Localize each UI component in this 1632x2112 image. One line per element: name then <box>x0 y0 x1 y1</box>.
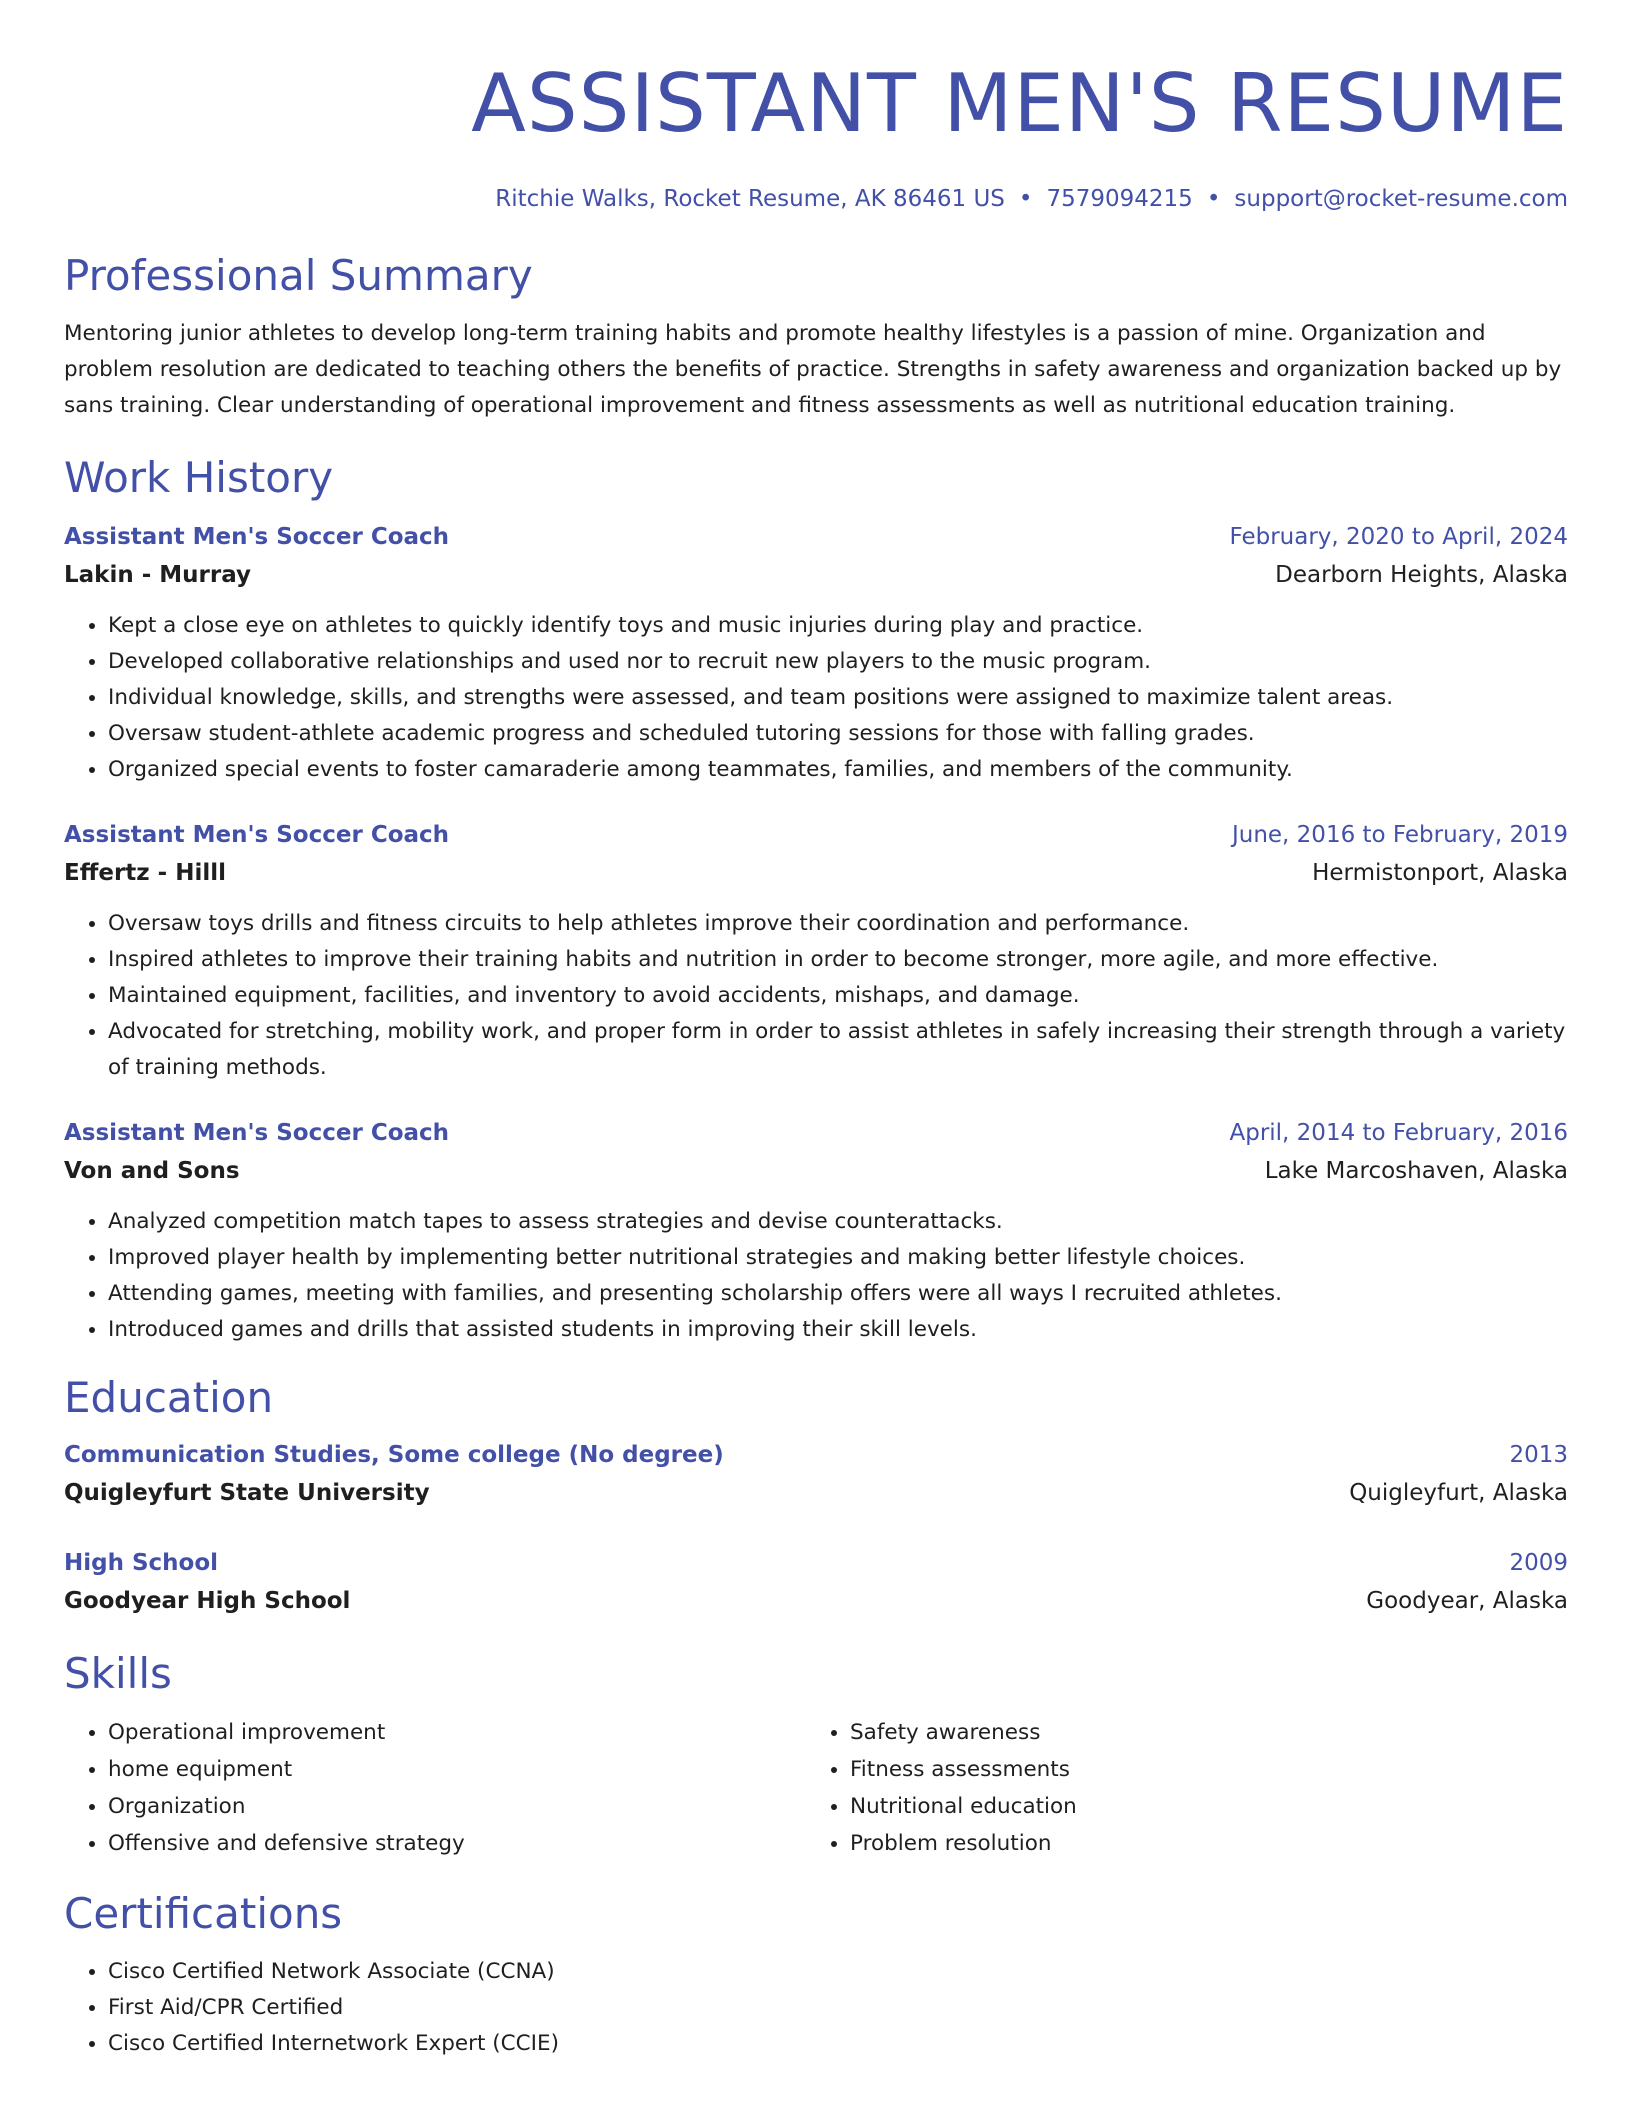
contact-separator: • <box>1206 186 1221 212</box>
list-item: • Advocated for stretching, mobility work, and proper form in order to assist athletes in safely increasing their strength through a variety of training methods. <box>108 1014 1568 1086</box>
list-item: • Improved player health by implementing better nutritional strategies and making better lifestyle choices. <box>108 1240 1568 1276</box>
job-entry <box>64 518 1568 788</box>
education-school: Goodyear High School <box>64 1588 351 1614</box>
education-degree: High School <box>64 1550 219 1576</box>
work-section <box>64 452 1568 1348</box>
list-item: • Cisco Certified Network Associate (CCNA) <box>108 1954 1568 1990</box>
list-item: • Oversaw toys drills and fitness circuits to help athletes improve their coordination and performance. <box>108 906 1568 942</box>
skills-section <box>64 1648 1568 1862</box>
education-year: 2009 <box>1509 1550 1568 1576</box>
education-degree: Communication Studies, Some college (No degree) <box>64 1442 724 1468</box>
job-entry <box>64 816 1568 1086</box>
list-item: • Inspired athletes to improve their training habits and nutrition in order to become stronger, more agile, and more effective. <box>108 942 1568 978</box>
list-item: • home equipment <box>108 1751 806 1788</box>
job-company: Von and Sons <box>64 1158 240 1184</box>
list-item: • Fitness assessments <box>850 1751 1548 1788</box>
section-heading-education: Education <box>64 1373 274 1422</box>
section-heading-work: Work History <box>64 453 334 502</box>
job-location: Hermistonport, Alaska <box>1312 860 1568 886</box>
list-item: • Kept a close eye on athletes to quickly identify toys and music injuries during play and practice. <box>108 608 1568 644</box>
skills-column-right <box>806 1714 1548 1862</box>
list-item: • Organization <box>108 1788 806 1825</box>
contact-line <box>64 184 1568 214</box>
summary-section <box>64 250 1568 424</box>
job-dates: February, 2020 to April, 2024 <box>1229 524 1568 550</box>
list-item: • Individual knowledge, skills, and strengths were assessed, and team positions were assigned to maximize talent areas. <box>108 680 1568 716</box>
education-location: Goodyear, Alaska <box>1366 1588 1568 1614</box>
education-school: Quigleyfurt State University <box>64 1480 430 1506</box>
job-title: Assistant Men's Soccer Coach <box>64 524 450 550</box>
job-title: Assistant Men's Soccer Coach <box>64 1120 450 1146</box>
job-bullets <box>64 1204 1568 1348</box>
section-heading-certifications: Certifications <box>64 1889 343 1938</box>
education-year: 2013 <box>1509 1442 1568 1468</box>
education-entry <box>64 1544 1568 1620</box>
section-heading-skills: Skills <box>64 1649 172 1698</box>
list-item: • Oversaw student-athlete academic progress and scheduled tutoring sessions for those with falling grades. <box>108 716 1568 752</box>
certifications-section <box>64 1888 1568 2062</box>
job-company: Effertz - Hilll <box>64 860 227 886</box>
list-item: • Developed collaborative relationships and used nor to recruit new players to the music program. <box>108 644 1568 680</box>
list-item: • Cisco Certified Internetwork Expert (CCIE) <box>108 2026 1568 2062</box>
skills-column-left <box>64 1714 806 1862</box>
education-location: Quigleyfurt, Alaska <box>1349 1480 1568 1506</box>
list-item: • Introduced games and drills that assisted students in improving their skill levels. <box>108 1312 1568 1348</box>
list-item: • Problem resolution <box>850 1825 1548 1862</box>
job-entry <box>64 1114 1568 1348</box>
list-item: • Organized special events to foster camaraderie among teammates, families, and members of the community. <box>108 752 1568 788</box>
contact-email[interactable]: support@rocket-resume.com <box>1234 186 1568 212</box>
education-entry <box>64 1436 1568 1512</box>
list-item: • Attending games, meeting with families, and presenting scholarship offers were all ways I recruited athletes. <box>108 1276 1568 1312</box>
job-title: Assistant Men's Soccer Coach <box>64 822 450 848</box>
resume-title: ASSISTANT MEN'S RESUME <box>471 57 1568 150</box>
job-bullets <box>64 608 1568 788</box>
list-item: • First Aid/CPR Certified <box>108 1990 1568 2026</box>
job-company: Lakin - Murray <box>64 562 252 588</box>
job-location: Dearborn Heights, Alaska <box>1275 562 1568 588</box>
summary-text: Mentoring junior athletes to develop long-term training habits and promote healthy lifestyles is a passion of mine. Organization and problem resolution are dedicated to teaching others the benefits of practice. Strengths in safety awareness and organization backed up by sans training. Clear understanding of operational improvement and fitness assessments as well as nutritional education training. <box>64 321 1562 418</box>
list-item: • Analyzed competition match tapes to assess strategies and devise counterattacks. <box>108 1204 1568 1240</box>
skills-grid <box>64 1714 1568 1862</box>
contact-separator: • <box>1018 186 1033 212</box>
contact-phone: 7579094215 <box>1046 186 1193 212</box>
certifications-list <box>64 1954 1568 2062</box>
job-dates: June, 2016 to February, 2019 <box>1231 822 1568 848</box>
job-dates: April, 2014 to February, 2016 <box>1229 1120 1568 1146</box>
list-item: • Nutritional education <box>850 1788 1548 1825</box>
job-location: Lake Marcoshaven, Alaska <box>1264 1158 1568 1184</box>
list-item: • Operational improvement <box>108 1714 806 1751</box>
job-bullets <box>64 906 1568 1086</box>
section-heading-summary: Professional Summary <box>64 251 533 300</box>
contact-address: Ritchie Walks, Rocket Resume, AK 86461 US <box>495 186 1005 212</box>
education-section <box>64 1372 1568 1620</box>
list-item: • Maintained equipment, facilities, and inventory to avoid accidents, mishaps, and damage. <box>108 978 1568 1014</box>
list-item: • Offensive and defensive strategy <box>108 1825 806 1862</box>
list-item: • Safety awareness <box>850 1714 1548 1751</box>
